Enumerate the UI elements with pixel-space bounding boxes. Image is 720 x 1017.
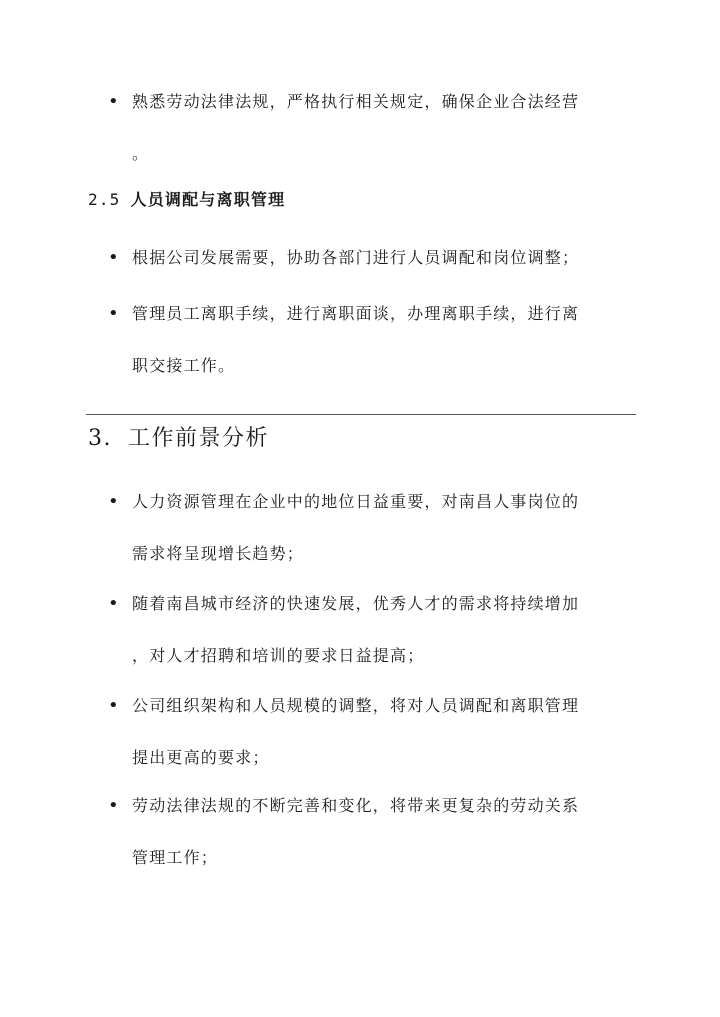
list-item-line: 提出更高的要求；	[132, 748, 270, 767]
section-heading	[88, 422, 269, 456]
subsection-title: 人员调配与离职管理	[130, 190, 286, 209]
list-item-text	[132, 76, 626, 180]
list-item	[108, 476, 628, 580]
section-divider	[86, 414, 636, 415]
list-item	[108, 578, 628, 682]
subsection-number: 2.5	[88, 190, 121, 209]
list-item-line: 管理员工离职手续，进行离职面谈，办理离职手续，进行离	[132, 304, 580, 323]
list-item	[108, 288, 628, 392]
list-item-line: 职交接工作。	[132, 356, 236, 375]
list-item-line: 。	[132, 144, 150, 163]
list-item-line: 劳动法律法规的不断完善和变化，将带来更复杂的劳动关系	[132, 796, 580, 815]
bullet-icon: •	[108, 695, 119, 716]
bullet-icon: •	[108, 303, 119, 324]
list-item-line: 需求将呈现增长趋势；	[132, 544, 305, 563]
list-item-line: 公司组织架构和人员规模的调整，将对人员调配和离职管理	[132, 696, 580, 715]
list-item-line: ，对人才招聘和培训的要求日益提高；	[132, 646, 425, 665]
bullet-icon: •	[108, 491, 119, 512]
list-item-text	[132, 288, 626, 392]
list-item-line: 人力资源管理在企业中的地位日益重要，对南昌人事岗位的	[132, 492, 580, 511]
bullet-icon: •	[108, 91, 119, 112]
list-item-line: 随着南昌城市经济的快速发展，优秀人才的需求将持续增加	[132, 594, 580, 613]
list-item-text	[132, 680, 626, 784]
list-item-line: 熟悉劳动法律法规，严格执行相关规定，确保企业合法经营	[132, 92, 580, 111]
list-item	[108, 232, 628, 284]
list-item-text	[132, 780, 626, 884]
subsection-heading	[88, 186, 285, 214]
list-item-text	[132, 232, 626, 284]
bullet-icon: •	[108, 795, 119, 816]
list-item-text	[132, 476, 626, 580]
list-item-line: 根据公司发展需要，协助各部门进行人员调配和岗位调整；	[132, 248, 580, 267]
section-title: 工作前景分析	[128, 426, 270, 451]
bullet-icon: •	[108, 247, 119, 268]
section-number: 3.	[88, 426, 112, 451]
list-item	[108, 780, 628, 884]
list-item	[108, 76, 628, 180]
bullet-icon: •	[108, 593, 119, 614]
list-item-line: 管理工作；	[132, 848, 219, 867]
list-item-text	[132, 578, 626, 682]
list-item	[108, 680, 628, 784]
